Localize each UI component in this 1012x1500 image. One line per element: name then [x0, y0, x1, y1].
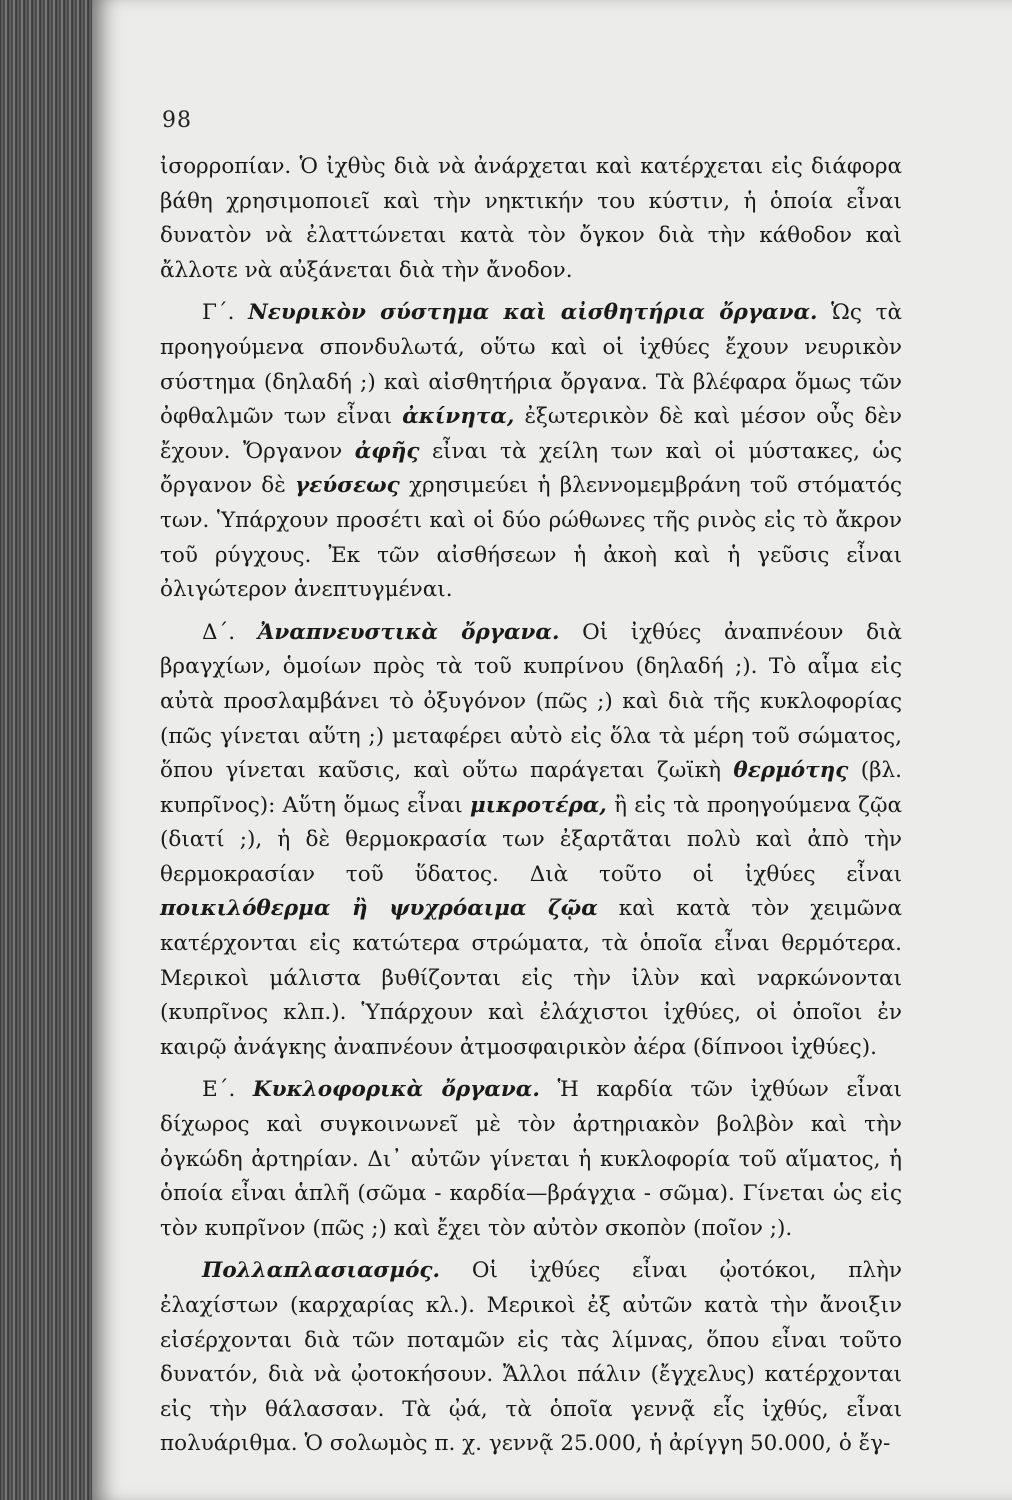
- text-run: Ὡς τὰ προηγούμενα σπονδυλωτά, οὕτω καὶ οἱ ἰχθύες ἔχουν νευρικὸν σύστημα (δηλαδή ;) καὶ αἰσθητήρια ὄργανα. Τὰ βλέφαρα ὅμως τῶν ὀφθαλμῶν των εἶναι: [160, 300, 902, 430]
- text-run: εἶναι τὰ χείλη των καὶ οἱ μύστακες, ὡς ὄργανον δὲ: [160, 438, 902, 499]
- section-heading: Κυκλοφορικὰ ὄργανα.: [252, 1077, 540, 1103]
- section-label: Γ΄.: [202, 300, 249, 326]
- text-run: Ἡ καρδία τῶν ἰχθύων εἶναι δίχωρος καὶ συγκοινωνεῖ μὲ τὸν ἀρτηριακὸν βολβὸν καὶ τὴν ὀγκώδη ἀρτηρίαν. Δι᾽ αὐτῶν γίνεται ἡ κυκλοφορία τοῦ αἵματος, ἡ ὁποία εἶναι ἁπλῆ (σῶμα - καρδία—βράγχια - σῶμα). Γίνεται ὡς εἰς τὸν κυπρῖνον (πῶς ;) καὶ ἔχει τὸν αὐτὸν σκοπὸν (ποῖον ;).: [160, 1077, 902, 1241]
- section-heading: Πολλαπλασιασμός.: [202, 1258, 441, 1284]
- body-text: [160, 150, 902, 1462]
- text-run: Οἱ ἰχθύες ἀναπνέουν διὰ βραγχίων, ὁμοίων πρὸς τὰ τοῦ κυπρίνου (δηλαδή ;). Τὸ αἷμα εἰς αὐτὰ προσλαμβάνει τὸ ὀξυγόνον (πῶς ;) καὶ διὰ τῆς κυκλοφορίας (πῶς γίνεται αὕτη ;) μεταφέρει αὐτὸ εἰς ὅλα τὰ μέρη τοῦ σώματος, ὅπου γίνεται καῦσις, καὶ οὕτω παράγεται ζωϊκὴ: [160, 619, 902, 784]
- text-run: χρησιμεύει ἡ βλεννομεμβράνη τοῦ στόματός των. Ὑπάρχουν προσέτι καὶ οἱ δύο ρώθωνες τῆς ρινὸς εἰς τὸ ἄκρον τοῦ ρύγχους. Ἐκ τῶν αἰσθήσεων ἡ ἀκοὴ καὶ ἡ γεῦσις εἶναι ὀλιγώτερον ἀνεπτυγμέναι.: [160, 473, 903, 603]
- text-run: ἰσορροπίαν. Ὁ ἰχθὺς διὰ νὰ ἀνάρχεται καὶ κατέρχεται εἰς διάφορα βάθη χρησιμοποιεῖ καὶ τὴν νηκτικήν του κύστιν, ἡ ὁποία εἶναι δυνατὸν νὰ ἐλαττώνεται κατὰ τὸν ὄγκον διὰ τὴν κάθοδον καὶ ἄλλοτε νὰ αὐξάνεται διὰ τὴν ἄνοδον.: [160, 154, 902, 283]
- text-run: Οἱ ἰχθύες εἶναι ᾠοτόκοι, πλὴν ἐλαχίστων (καρχαρίας κλ.). Μερικοὶ ἐξ αὐτῶν κατὰ τὴν ἄνοιξιν εἰσέρχονται διὰ τῶν ποταμῶν εἰς τὰς λίμνας, ὅπου εἶναι τοῦτο δυνατόν, διὰ νὰ ᾠοτοκήσουν. Ἄλλοι πάλιν (ἔγχελυς) κατέρχονται εἰς τὴν θάλασσαν. Τὰ ᾠά, τὰ ὁποῖα γεννᾷ εἷς ἰχθύς, εἶναι πολυάριθμα. Ὁ σολωμὸς π. χ. γεννᾷ 25.000, ἡ ἀρίγγη 50.000, ὁ ἔγ-: [160, 1258, 902, 1457]
- section-label: Δ΄.: [202, 619, 258, 645]
- book-page-edges: [0, 0, 96, 1500]
- section-label: Ε΄.: [202, 1077, 253, 1103]
- paragraph-nervous-system: [160, 296, 902, 607]
- emphasis-term: ἀκίνητα,: [402, 404, 515, 430]
- emphasis-term: γεύσεως: [295, 473, 400, 499]
- text-run: ἐξωτερικὸν δὲ καὶ μέσον οὖς δὲν ἔχουν. Ὄργανον: [160, 404, 903, 464]
- section-heading: Νευρικὸν σύστημα καὶ αἰσθητήρια ὄργανα.: [248, 300, 818, 326]
- emphasis-term: ποικιλόθερμα ἢ ψυχρόαιμα ζῷα: [160, 896, 598, 922]
- section-heading: Ἀναπνευστικὰ ὄργανα.: [257, 619, 560, 645]
- text-run: (βλ. κυπρῖνος): Αὕτη ὅμως εἶναι: [160, 758, 902, 818]
- paragraph-respiratory: [160, 616, 902, 1066]
- text-run: ἢ εἰς τὰ προηγούμενα ζῷα (διατί ;), ἡ δὲ θερμοκρασία των ἐξαρτᾶται πολὺ καὶ ἀπὸ τὴν θερμοκρασίαν τοῦ ὕδατος. Διὰ τοῦτο οἱ ἰχθύες εἶναι: [160, 792, 903, 887]
- emphasis-term: ἀφῆς: [354, 438, 420, 464]
- emphasis-term: θερμότης: [733, 758, 849, 784]
- paragraph-intro: [160, 150, 902, 288]
- paragraph-reproduction: [160, 1254, 902, 1462]
- emphasis-term: μικροτέρα,: [470, 792, 607, 818]
- text-run: καὶ κατὰ τὸν χειμῶνα κατέρχονται εἰς κατώτερα στρώματα, τὰ ὁποῖα εἶναι θερμότερα. Μερικοὶ μάλιστα βυθίζονται εἰς τὴν ἰλὺν καὶ ναρκώνονται (κυπρῖνος κλπ.). Ὑπάρχουν καὶ ἐλάχιστοι ἰχθύες, οἱ ὁποῖοι ἐν καιρῷ ἀνάγκης ἀναπνέουν ἀτμοσφαιρικὸν ἀέρα (δίπνοοι ἰχθύες).: [160, 896, 902, 1060]
- paragraph-circulatory: [160, 1073, 902, 1246]
- page-number: 98: [162, 108, 192, 133]
